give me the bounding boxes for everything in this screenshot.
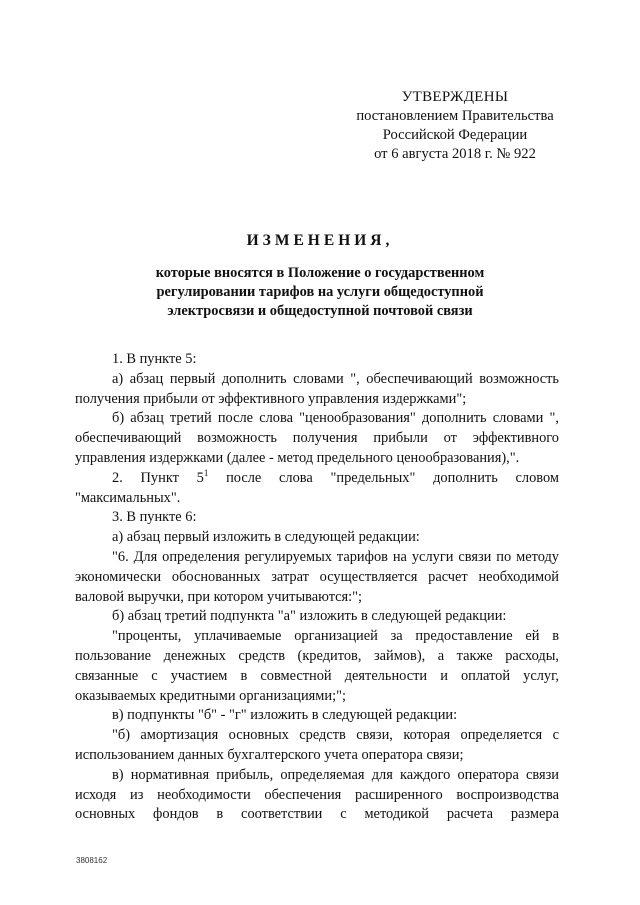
paragraph-4-superscript: 1 <box>203 467 209 478</box>
document-subtitle-line-2: регулировании тарифов на услуги общедоступной <box>156 284 484 300</box>
paragraph-1: 1. В пункте 5: <box>112 351 197 367</box>
paragraph-5: 3. В пункте 6: <box>112 509 197 526</box>
paragraph-12: в) нормативная прибыль, определяемая для каждого оператора связи исходя из необходимости обеспечения расширенного воспроизводства основных фондов в соответствии с методикой расчета размера <box>75 766 559 823</box>
paragraph-4-end: после слова "предельных" дополнить словом "максимальных". <box>75 469 559 506</box>
paragraph-4-start: 2. Пункт 5 <box>112 469 204 486</box>
approval-stamp <box>340 88 570 164</box>
paragraph-8: б) абзац третий подпункта "а" изложить в следующей редакции: <box>112 608 507 625</box>
paragraph-2: а) абзац первый дополнить словами ", обеспечивающий возможность получения прибыли от эффективного управления издержками"; <box>75 370 559 407</box>
approval-line-1: постановлением Правительства <box>356 108 554 124</box>
approval-line-3: от 6 августа 2018 г. № 922 <box>374 146 536 162</box>
paragraph-9: "проценты, уплачиваемые организацией за предоставление ей в пользование денежных средств (кредитов, займов), а также расходы, связанные с участием в совместной деятельности и оплатой услуг, оказываемых кредитными организациями;"; <box>75 628 559 704</box>
document-subtitle-line-3: электросвязи и общедоступной почтовой связи <box>167 303 473 319</box>
document-code: 3808162 <box>76 856 108 865</box>
document-subtitle-line-1: которые вносятся в Положение о государственном <box>155 265 485 281</box>
paragraph-3: б) абзац третий после слова "ценообразования" дополнить словами ", обеспечивающий возможность получения прибыли от эффективного управления издержками (далее - метод предельного ценообразования),". <box>75 410 559 466</box>
approval-line-2: Российской Федерации <box>382 127 528 143</box>
document-body <box>75 350 559 825</box>
approval-title: УТВЕРЖДЕНЫ <box>401 89 509 105</box>
paragraph-6: а) абзац первый изложить в следующей редакции: <box>112 529 420 546</box>
paragraph-10: в) подпункты "б" - "г" изложить в следующей редакции: <box>112 707 458 724</box>
paragraph-4 <box>75 469 559 509</box>
paragraph-11: "б) амортизация основных средств связи, которая определяется с использованием данных бухгалтерского учета оператора связи; <box>75 727 559 763</box>
document-heading <box>80 232 560 321</box>
document-title: ИЗМЕНЕНИЯ, <box>246 232 394 249</box>
paragraph-7: "6. Для определения регулируемых тарифов на услуги связи по методу экономически обоснованных затрат осуществляется расчет необходимой валовой выручки, при котором учитываются:"; <box>75 548 559 605</box>
